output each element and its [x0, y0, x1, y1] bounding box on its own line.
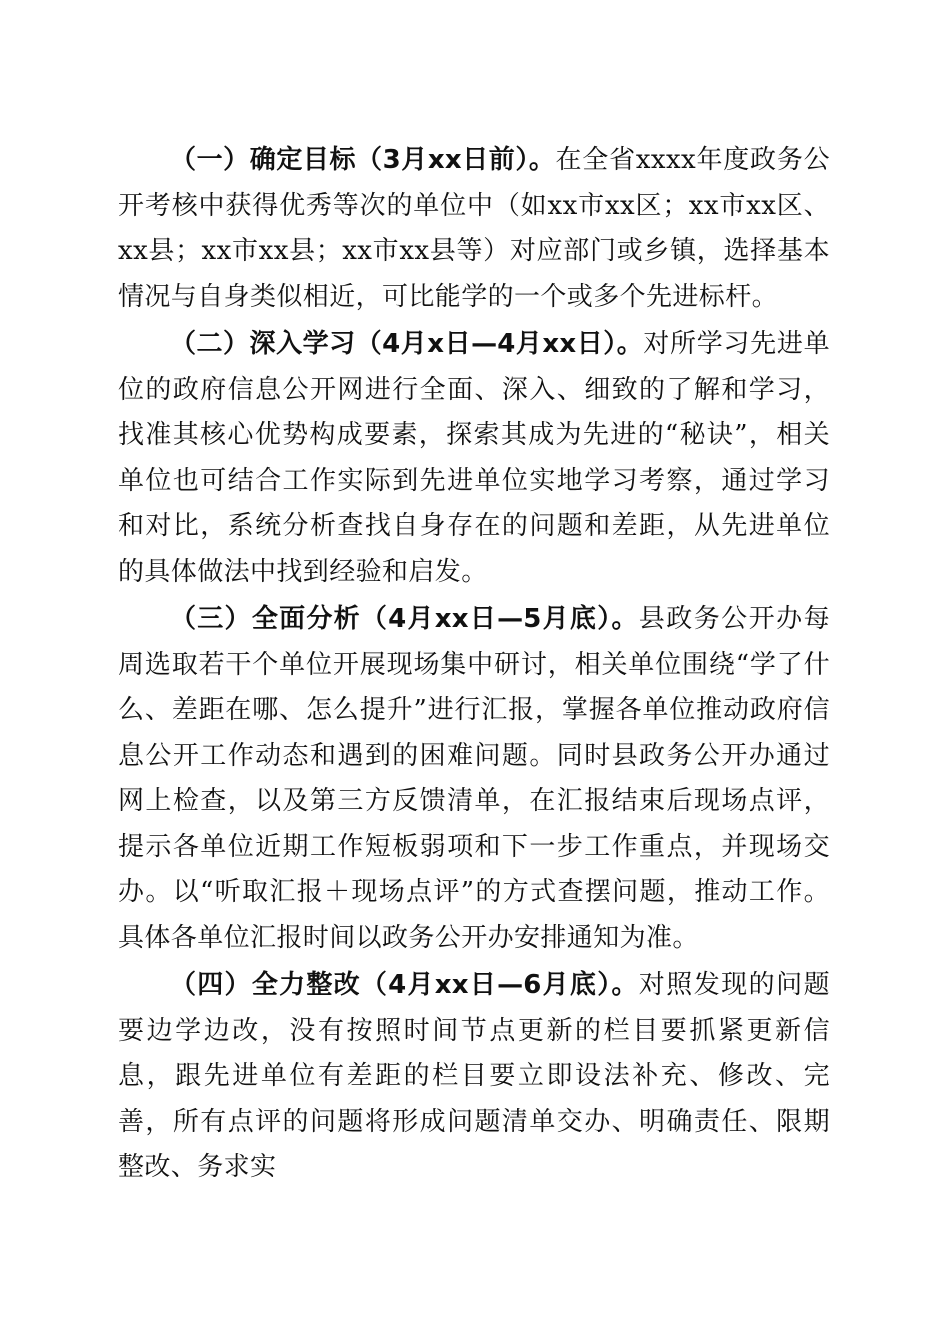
paragraph-3 [118, 597, 830, 961]
paragraph-2 [118, 322, 830, 595]
paragraph-3-heading: （三）全面分析（4月xx日—5月底）。 [170, 604, 639, 634]
paragraph-3-body: 县政务公开办每周选取若干个单位开展现场集中研讨，相关单位围绕“学了什么、差距在哪、怎么提升”进行汇报，掌握各单位推动政府信息公开工作动态和遇到的困难问题。同时县政务公开办通过网上检查，以及第三方反馈清单，在汇报结束后现场点评，提示各单位近期工作短板弱项和下一步工作重点，并现场交办。以“听取汇报＋现场点评”的方式查摆问题，推动工作。具体各单位汇报时间以政务公开办安排通知为准。 [118, 604, 830, 953]
paragraph-1-body: 在全省xxxx年度政务公开考核中获得优秀等次的单位中（如xx市xx区；xx市xx区、xx县；xx市xx县；xx市xx县等）对应部门或乡镇，选择基本情况与自身类似相近，可比能学的一个或多个先进标杆。 [118, 145, 830, 312]
paragraph-2-body: 对所学习先进单位的政府信息公开网进行全面、深入、细致的了解和学习，找准其核心优势构成要素，探索其成为先进的“秘诀”，相关单位也可结合工作实际到先进单位实地学习考察，通过学习和对比，系统分析查找自身存在的问题和差距，从先进单位的具体做法中找到经验和启发。 [118, 329, 830, 587]
paragraph-4 [118, 963, 830, 1191]
paragraph-1-heading: （一）确定目标（3月xx日前）。 [170, 145, 556, 175]
document-body [118, 138, 830, 1193]
paragraph-1 [118, 138, 830, 320]
paragraph-4-body: 对照发现的问题要边学边改，没有按照时间节点更新的栏目要抓紧更新信息，跟先进单位有差距的栏目要立即设法补充、修改、完善，所有点评的问题将形成问题清单交办、明确责任、限期整改、务求实 [118, 970, 830, 1182]
paragraph-4-heading: （四）全力整改（4月xx日—6月底）。 [170, 970, 639, 1000]
paragraph-2-heading: （二）深入学习（4月x日—4月xx日）。 [170, 329, 644, 359]
